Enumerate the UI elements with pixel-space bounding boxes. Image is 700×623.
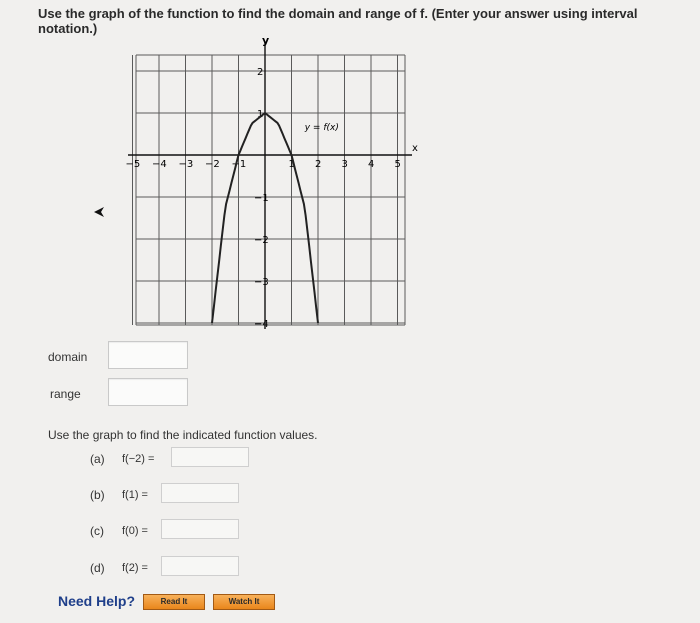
y-tick-label: −1: [254, 193, 269, 204]
part-b-input[interactable]: [161, 483, 239, 503]
x-tick-label: 1: [288, 159, 295, 170]
y-tick-label: −3: [254, 277, 269, 288]
part-d-expression: f(2) =: [122, 562, 148, 574]
x-tick-label: −1: [231, 159, 247, 170]
domain-label: domain: [48, 350, 88, 364]
part-a-input[interactable]: [171, 447, 249, 467]
y-tick-label: −4: [254, 319, 269, 330]
part-c-letter: (c): [90, 524, 104, 538]
x-tick-label: −4: [152, 159, 167, 170]
function-graph: [120, 30, 420, 335]
part-d-input[interactable]: [161, 556, 239, 576]
instruction-text: Use the graph of the function to find the domain and range of f. (Enter your answer using interval notation.): [38, 6, 638, 36]
x-tick-label: 3: [341, 159, 348, 170]
graph-grid: [133, 55, 406, 325]
y-axis-label: y: [262, 34, 270, 47]
part-c-input[interactable]: [161, 519, 239, 539]
domain-input[interactable]: [108, 341, 188, 369]
part-d-letter: (d): [90, 561, 105, 575]
part-c-expression: f(0) =: [122, 525, 148, 537]
y-tick-label: −2: [254, 235, 269, 246]
x-tick-label: 5: [394, 159, 401, 170]
graph-tick-labels: [126, 67, 401, 330]
x-tick-label: 2: [315, 159, 322, 170]
x-tick-label: −5: [125, 159, 141, 170]
x-tick-label: −2: [205, 159, 220, 170]
part-a-letter: (a): [90, 452, 105, 466]
x-tick-label: −3: [178, 159, 194, 170]
range-input[interactable]: [108, 378, 188, 406]
watch-it-button[interactable]: Watch It: [213, 594, 275, 610]
x-tick-label: 4: [368, 159, 375, 170]
read-it-button[interactable]: Read It: [143, 594, 205, 610]
part-b-letter: (b): [90, 488, 105, 502]
mouse-cursor-icon: [92, 205, 106, 219]
x-axis-label: x: [412, 143, 418, 154]
need-help-label: Need Help?: [58, 593, 136, 609]
y-tick-label: 1: [257, 109, 264, 120]
part-b-expression: f(1) =: [122, 489, 148, 501]
curve-label: y = f(x): [304, 122, 339, 133]
graph-axes: [125, 42, 412, 329]
range-label: range: [50, 387, 81, 401]
y-tick-label: 2: [257, 67, 264, 78]
part-a-expression: f(−2) =: [122, 453, 155, 465]
values-prompt: Use the graph to find the indicated function values.: [48, 428, 318, 442]
